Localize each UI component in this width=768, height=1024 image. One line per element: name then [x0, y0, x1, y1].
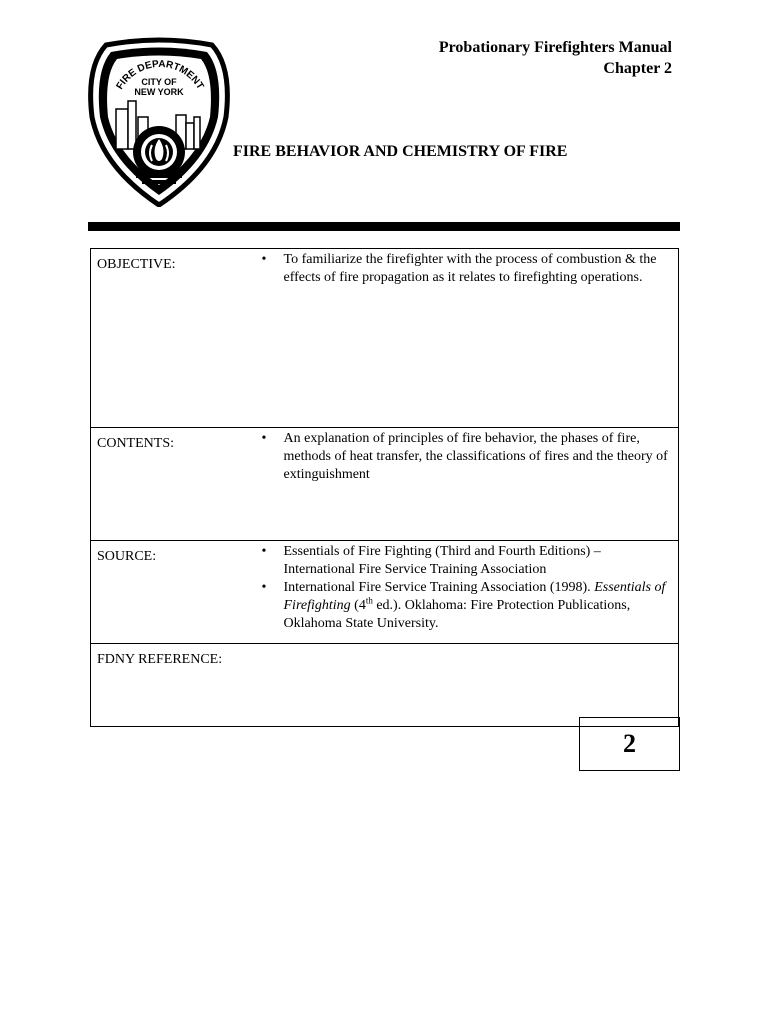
source-item-2-sup: th — [365, 595, 373, 606]
fdny-reference-label: FDNY REFERENCE: — [91, 644, 241, 727]
logo-line1: CITY OF — [141, 77, 177, 87]
contents-item: • An explanation of principles of fire behavior, the phases of fire, methods of heat transfer, the classifications of fires and the theory of extinguishment — [284, 430, 671, 484]
fdny-reference-value — [241, 644, 679, 727]
source-value — [241, 541, 679, 644]
objective-list — [241, 251, 671, 287]
document-title: FIRE BEHAVIOR AND CHEMISTRY OF FIRE — [233, 143, 568, 160]
manual-title: Probationary Firefighters Manual — [438, 39, 672, 56]
header-divider — [88, 222, 680, 231]
contents-label: CONTENTS: — [91, 428, 241, 541]
source-item-1: • Essentials of Fire Fighting (Third and Fourth Editions) – International Fire Service Training Association — [284, 543, 671, 579]
objective-item: • To familiarize the firefighter with the process of combustion & the effects of fire propagation as it relates to firefighting operations. — [284, 251, 671, 287]
chapter-info-table — [90, 248, 679, 727]
objective-row — [91, 249, 679, 428]
fdny-badge-logo — [86, 37, 232, 207]
contents-list — [241, 430, 671, 484]
page-number-box — [579, 717, 680, 771]
logo-line2: NEW YORK — [134, 87, 184, 97]
source-label: SOURCE: — [91, 541, 241, 644]
objective-label: OBJECTIVE: — [91, 249, 241, 428]
source-item-2-edition: (4 — [350, 598, 366, 613]
contents-row — [91, 428, 679, 541]
chapter-label: Chapter 2 — [603, 60, 672, 77]
source-item-2-prefix: International Fire Service Training Association (1998). — [283, 580, 595, 595]
source-item-2 — [284, 579, 671, 633]
objective-value — [241, 249, 679, 428]
source-row — [91, 541, 679, 644]
source-list — [241, 543, 671, 633]
page-number: 2 — [623, 729, 636, 758]
source-item-2-suffix: ed.). Oklahoma: Fire Protection Publications, Oklahoma State University. — [283, 598, 631, 631]
contents-value — [241, 428, 679, 541]
fdny-reference-row — [91, 644, 679, 727]
logo-arc-text: FIRE DEPARTMENT — [114, 58, 206, 92]
source-item-2-title: Essentials of Firefighting — [283, 580, 666, 613]
